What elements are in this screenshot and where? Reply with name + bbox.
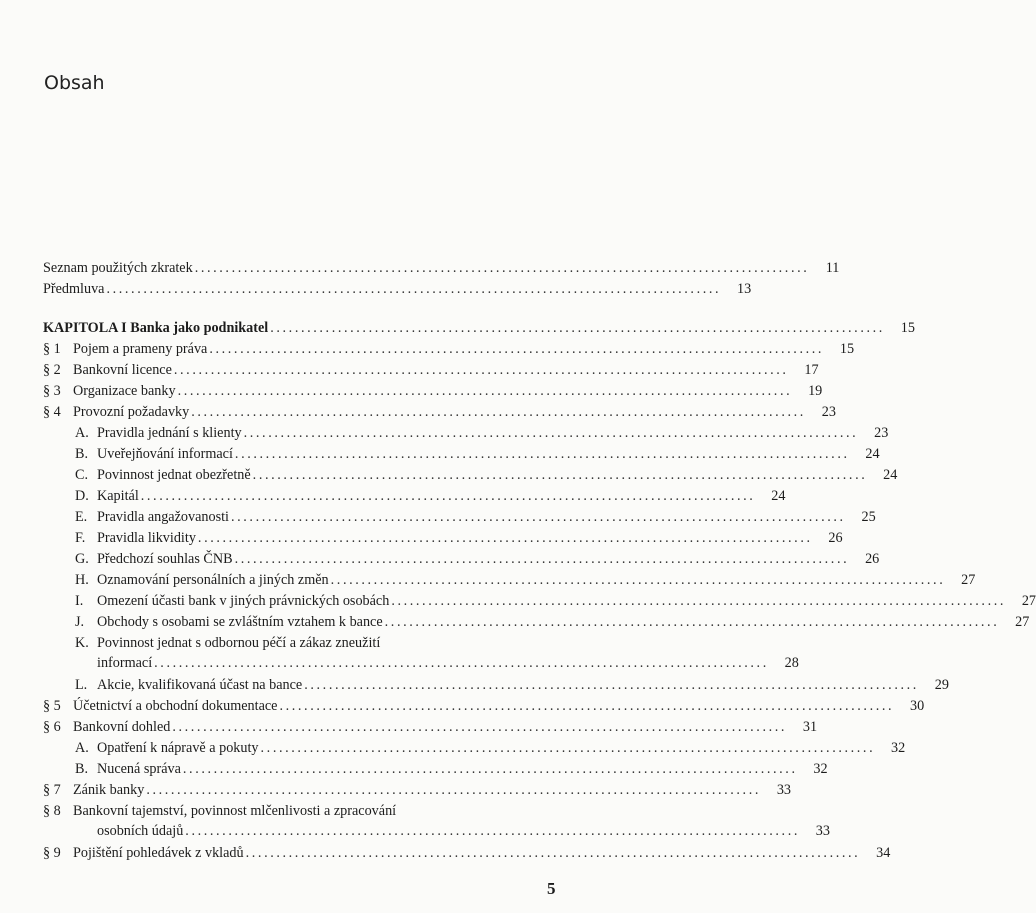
toc-subsection-6b[interactable] xyxy=(43,759,828,779)
toc-entry-title: Pojištění pohledávek z vkladů xyxy=(73,845,244,861)
page-number: 5 xyxy=(547,879,556,898)
toc-subsection-4c[interactable] xyxy=(43,465,898,485)
toc-entry-title-continued: osobních údajů xyxy=(97,823,184,839)
toc-entry-abbreviations[interactable] xyxy=(43,258,840,278)
toc-leader-dots: .................................................................................................... xyxy=(182,761,798,777)
toc-entry-page: 27 xyxy=(961,572,976,588)
toc-leader-dots: .................................................................................................... xyxy=(185,823,800,839)
toc-subsection-letter: J. xyxy=(75,614,85,630)
toc-entry-page: 19 xyxy=(808,383,823,399)
toc-entry-title: Předmluva xyxy=(43,281,105,297)
toc-section-7[interactable] xyxy=(43,780,791,800)
toc-subsection-4d[interactable] xyxy=(43,486,786,506)
toc-subsection-letter: A. xyxy=(75,425,89,441)
toc-subsection-letter: G. xyxy=(75,551,89,567)
toc-entry-title: Pravidla angažovanosti xyxy=(97,509,229,525)
toc-leader-dots: .................................................................................................... xyxy=(177,383,793,399)
toc-entry-page: 11 xyxy=(825,260,840,276)
toc-entry-title: Povinnost jednat s odbornou péčí a zákaz zneužití xyxy=(97,635,381,651)
toc-leader-dots: .................................................................................................... xyxy=(209,341,825,357)
toc-entry-page: 26 xyxy=(865,551,880,567)
toc-entry-title: Uveřejňování informací xyxy=(97,446,233,462)
toc-entry-page: 32 xyxy=(891,740,906,756)
toc-leader-dots: .................................................................................................... xyxy=(106,281,722,297)
toc-subsection-4g[interactable] xyxy=(43,549,880,569)
toc-subsection-letter: B. xyxy=(75,761,89,777)
toc-subsection-letter: F. xyxy=(75,530,86,546)
toc-entry-page: 30 xyxy=(909,698,925,714)
toc-leader-dots: .................................................................................................... xyxy=(252,467,868,483)
toc-entry-page: 24 xyxy=(883,467,898,483)
toc-entry-page: 31 xyxy=(802,719,818,735)
toc-entry-preface[interactable] xyxy=(43,279,752,299)
toc-section-1[interactable] xyxy=(43,339,855,359)
toc-subsection-4h[interactable] xyxy=(43,570,976,590)
toc-subsection-4f[interactable] xyxy=(43,528,843,548)
toc-entry-title: Zánik banky xyxy=(73,782,145,798)
toc-subsection-4k[interactable] xyxy=(43,633,799,671)
toc-entry-title: Pojem a prameny práva xyxy=(73,341,208,357)
toc-leader-dots: .................................................................................................... xyxy=(234,446,850,462)
toc-entry-page: 28 xyxy=(784,655,799,671)
toc-leader-dots: .................................................................................................... xyxy=(304,677,919,693)
toc-subsection-letter: E. xyxy=(75,509,88,525)
toc-leader-dots: .................................................................................................... xyxy=(146,782,761,798)
toc-section-number: § 4 xyxy=(43,404,61,420)
toc-leader-dots: .................................................................................................... xyxy=(234,551,850,567)
toc-subsection-letter: D. xyxy=(75,488,89,504)
toc-section-number: § 9 xyxy=(43,845,61,861)
toc-entry-title: Nucená správa xyxy=(97,761,181,777)
toc-entry-page: 29 xyxy=(934,677,949,693)
toc-chapter-title: KAPITOLA I Banka jako podnikatel xyxy=(43,320,269,336)
toc-entry-page: 26 xyxy=(828,530,843,546)
toc-leader-dots: .................................................................................................... xyxy=(154,655,769,671)
toc-entry-title: Seznam použitých zkratek xyxy=(43,260,193,276)
toc-entry-page: 15 xyxy=(839,341,855,357)
toc-leader-dots: .................................................................................................... xyxy=(391,593,1007,609)
toc-entry-title: Oznamování personálních a jiných změn xyxy=(97,572,329,588)
toc-subsection-4e[interactable] xyxy=(43,507,876,527)
toc-entry-page: 33 xyxy=(776,782,791,798)
toc-leader-dots: .................................................................................................... xyxy=(140,488,756,504)
toc-section-9[interactable] xyxy=(43,843,891,863)
toc-entry-page: 33 xyxy=(815,823,830,839)
toc-section-number: § 7 xyxy=(43,782,61,798)
toc-entry-page: 25 xyxy=(861,509,876,525)
toc-entry-title: Pravidla jednání s klienty xyxy=(97,425,242,441)
toc-entry-title: Bankovní licence xyxy=(73,362,172,378)
toc-subsection-4j[interactable] xyxy=(43,612,1030,632)
toc-leader-dots: .................................................................................................... xyxy=(245,845,861,861)
toc-entry-page: 15 xyxy=(900,320,915,336)
toc-leader-dots: .................................................................................................... xyxy=(243,425,859,441)
toc-entry-title: Kapitál xyxy=(97,488,139,504)
toc-leader-dots: .................................................................................................... xyxy=(173,362,789,378)
toc-entry-title: Opatření k nápravě a pokuty xyxy=(97,740,259,756)
toc-entry-page: 32 xyxy=(813,761,828,777)
toc-section-2[interactable] xyxy=(43,360,819,380)
toc-entry-page: 17 xyxy=(804,362,819,378)
toc-subsection-letter: A. xyxy=(75,740,89,756)
toc-leader-dots: .................................................................................................... xyxy=(279,698,895,714)
toc-subsection-letter: B. xyxy=(75,446,89,462)
toc-leader-dots: .................................................................................................... xyxy=(270,320,885,336)
toc-entry-page: 13 xyxy=(736,281,752,297)
toc-entry-page: 24 xyxy=(771,488,786,504)
toc-subsection-6a[interactable] xyxy=(43,738,906,758)
toc-subsection-4a[interactable] xyxy=(43,423,889,443)
toc-section-number: § 2 xyxy=(43,362,61,378)
toc-entry-title: Provozní požadavky xyxy=(73,404,190,420)
toc-entry-page: 23 xyxy=(821,404,836,420)
toc-leader-dots: .................................................................................................... xyxy=(172,719,788,735)
toc-leader-dots: .................................................................................................... xyxy=(330,572,946,588)
toc-subsection-letter: L. xyxy=(75,677,88,693)
toc-leader-dots: .................................................................................................... xyxy=(191,404,806,420)
toc-subsection-letter: I. xyxy=(75,593,84,609)
toc-leader-dots: .................................................................................................... xyxy=(230,509,846,525)
toc-section-4[interactable] xyxy=(43,402,836,422)
toc-subsection-4b[interactable] xyxy=(43,444,880,464)
toc-entry-title: Bankovní tajemství, povinnost mlčenlivosti a zpracování xyxy=(73,803,397,819)
toc-entry-title: Bankovní dohled xyxy=(73,719,171,735)
toc-section-number: § 8 xyxy=(43,803,61,819)
toc-entry-title: Organizace banky xyxy=(73,383,176,399)
toc-section-3[interactable] xyxy=(43,381,823,401)
toc-entry-title: Akcie, kvalifikovaná účast na bance xyxy=(97,677,303,693)
page-heading: Obsah xyxy=(44,72,105,94)
toc-entry-title: Obchody s osobami se zvláštním vztahem k bance xyxy=(97,614,383,630)
toc-subsection-letter: K. xyxy=(75,635,89,651)
toc-subsection-letter: C. xyxy=(75,467,89,483)
toc-entry-page: 34 xyxy=(876,845,891,861)
toc-entry-page: 24 xyxy=(865,446,880,462)
toc-section-8[interactable] xyxy=(43,801,830,839)
toc-entry-title: Pravidla likvidity xyxy=(97,530,196,546)
toc-entry-page: 23 xyxy=(874,425,889,441)
toc-entry-title-continued: informací xyxy=(97,655,153,671)
toc-entry-page: 27 xyxy=(1015,614,1030,630)
toc-subsection-4l[interactable] xyxy=(43,675,949,695)
toc-section-number: § 1 xyxy=(43,341,61,357)
toc-leader-dots: .................................................................................................... xyxy=(197,530,813,546)
toc-entry-page: 27 xyxy=(1021,593,1036,609)
toc-section-number: § 3 xyxy=(43,383,61,399)
toc-leader-dots: .................................................................................................... xyxy=(384,614,1000,630)
toc-section-6[interactable] xyxy=(43,717,818,737)
toc-entry-title: Omezení účasti bank v jiných právnických osobách xyxy=(97,593,390,609)
toc-leader-dots: .................................................................................................... xyxy=(194,260,810,276)
toc-subsection-4i[interactable] xyxy=(43,591,1036,611)
toc-chapter-1[interactable] xyxy=(43,318,915,338)
toc-entry-title: Účetnictví a obchodní dokumentace xyxy=(73,698,278,714)
toc-section-5[interactable] xyxy=(43,696,925,716)
toc-section-number: § 5 xyxy=(43,698,61,714)
toc-entry-title: Povinnost jednat obezřetně xyxy=(97,467,251,483)
toc-leader-dots: .................................................................................................... xyxy=(260,740,876,756)
toc-entry-title: Předchozí souhlas ČNB xyxy=(97,551,233,567)
toc-section-number: § 6 xyxy=(43,719,61,735)
toc-subsection-letter: H. xyxy=(75,572,89,588)
